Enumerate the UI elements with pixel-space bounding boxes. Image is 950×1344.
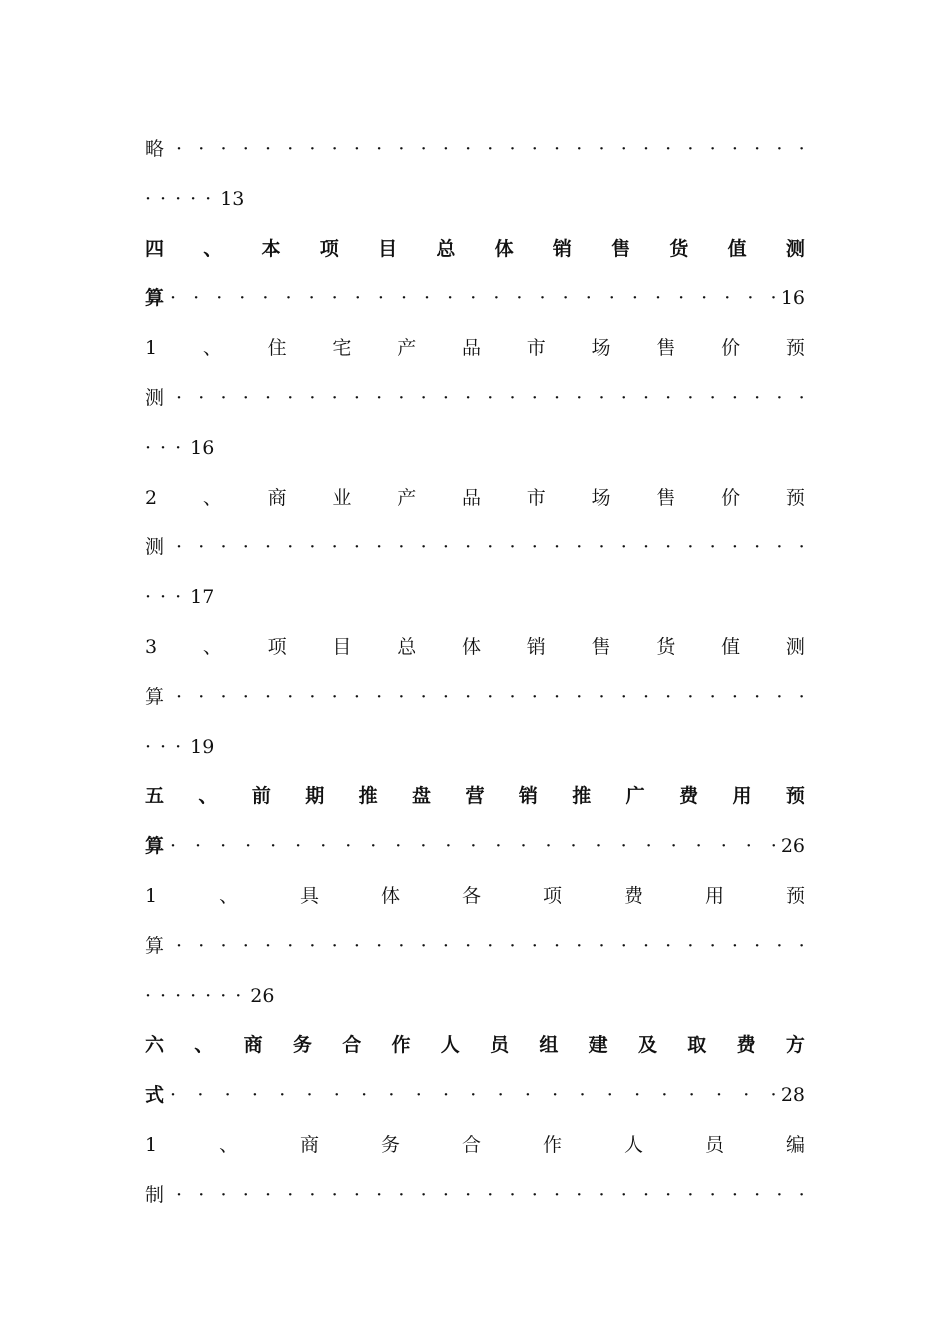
toc-char: 方 [785,1034,805,1056]
leader-dots: ··· [145,736,191,758]
leader-dots: · · · · · · · · · · · · · · · · · · · · · · · · · · · · · [176,138,805,160]
toc-char: 、 [194,1034,214,1056]
toc-char: 品 [461,337,481,359]
toc-char: 住 [267,337,287,359]
toc-char: 目 [378,238,398,260]
toc-char: 、 [219,885,239,907]
toc-char: 用 [704,885,724,907]
toc-char: 货 [656,636,676,658]
toc-char: 本 [261,238,281,260]
leader-dots: · · · · · · · · · · · · · · · · · · · · · · · · · · · · · [176,387,805,409]
toc-entry-leader [145,831,805,861]
toc-char: 市 [526,337,546,359]
toc-entry-tail-char: 式 [145,1084,165,1106]
toc-entry-leader [145,1180,805,1210]
leader-dots: ··· [145,586,191,608]
toc-char: 合 [462,1134,482,1156]
toc-char: 费 [679,785,699,807]
toc-char: 、 [202,337,222,359]
toc-entry-page-line [145,184,805,214]
toc-char: 组 [539,1034,559,1056]
toc-char: 3 [145,636,158,658]
toc-entry-title [145,632,805,662]
toc-char: 预 [785,885,805,907]
toc-char: 预 [785,337,805,359]
toc-char: 目 [332,636,352,658]
leader-dots: · · · · · · · · · · · · · · · · · · · · · · · · · · · [170,287,777,309]
toc-entry-tail-char: 测 [145,387,165,409]
toc-char: 1 [145,885,158,907]
toc-char: 价 [721,337,741,359]
toc-char: 宅 [332,337,352,359]
toc-char: 合 [342,1034,362,1056]
toc-char: 2 [145,487,158,509]
toc-entry-leader [145,134,805,164]
toc-entry-tail-char: 测 [145,536,165,558]
toc-entry-leader [145,1080,805,1110]
page-number: 19 [190,736,215,758]
toc-char: 员 [490,1034,510,1056]
toc-char: 1 [145,337,158,359]
page-number: 26 [780,835,805,857]
toc-char: 用 [732,785,752,807]
toc-entry-tail-char: 制 [145,1184,165,1206]
leader-dots: ······· [145,985,251,1007]
toc-entry-tail-char: 略 [145,138,165,160]
toc-char: 场 [591,487,611,509]
toc-char: 作 [391,1034,411,1056]
page-number: 17 [190,586,215,608]
toc-char: 务 [292,1034,312,1056]
toc-entry-leader [145,383,805,413]
toc-char: 体 [381,885,401,907]
toc-entry-title [145,781,805,811]
toc-char: 及 [637,1034,657,1056]
toc-char: 人 [623,1134,643,1156]
toc-char: 销 [518,785,538,807]
toc-char: 广 [625,785,645,807]
leader-dots: ····· [145,188,221,210]
toc-char: 务 [381,1134,401,1156]
toc-char: 项 [543,885,563,907]
toc-char: 作 [543,1134,563,1156]
toc-entry-tail-char: 算 [145,935,165,957]
toc-char: 货 [669,238,689,260]
toc-char: 推 [358,785,378,807]
leader-dots: · · · · · · · · · · · · · · · · · · · · · · · [170,1084,777,1106]
toc-entry-title [145,881,805,911]
toc-entry-leader [145,283,805,313]
toc-entry-leader [145,682,805,712]
page-number: 16 [780,287,805,309]
toc-char: 、 [203,238,223,260]
toc-char: 场 [591,337,611,359]
toc-char: 产 [397,337,417,359]
toc-char: 各 [462,885,482,907]
toc-char: 售 [656,337,676,359]
toc-char: 业 [332,487,352,509]
toc-char: 前 [251,785,271,807]
toc-entry-page-line [145,433,805,463]
toc-entry-title [145,234,805,264]
toc-entry-page-line [145,582,805,612]
toc-char: 产 [397,487,417,509]
toc-char: 推 [572,785,592,807]
toc-char: 五 [145,785,165,807]
toc-char: 、 [202,636,222,658]
toc-entry-title [145,333,805,363]
toc-char: 测 [785,636,805,658]
toc-char: 、 [202,487,222,509]
toc-char: 总 [397,636,417,658]
toc-entry-leader [145,532,805,562]
toc-char: 市 [526,487,546,509]
leader-dots: · · · · · · · · · · · · · · · · · · · · · · · · · · · · · [176,1184,805,1206]
toc-char: 销 [526,636,546,658]
leader-dots: ··· [145,437,191,459]
toc-char: 总 [436,238,456,260]
toc-entry-page-line [145,732,805,762]
leader-dots: · · · · · · · · · · · · · · · · · · · · · · · · · · · · · [176,536,805,558]
toc-entry-page-line [145,981,805,1011]
toc-char: 六 [145,1034,165,1056]
toc-char: 商 [267,487,287,509]
toc-char: 预 [785,785,805,807]
leader-dots: · · · · · · · · · · · · · · · · · · · · · · · · · [170,835,777,857]
toc-char: 编 [785,1134,805,1156]
toc-char: 费 [623,885,643,907]
toc-entry-tail-char: 算 [145,287,165,309]
toc-char: 价 [721,487,741,509]
toc-char: 费 [736,1034,756,1056]
toc-char: 商 [300,1134,320,1156]
toc-char: 取 [687,1034,707,1056]
toc-char: 值 [721,636,741,658]
toc-char: 商 [243,1034,263,1056]
toc-char: 人 [440,1034,460,1056]
toc-char: 员 [704,1134,724,1156]
toc-char: 售 [611,238,631,260]
toc-entry-tail-char: 算 [145,835,165,857]
toc-entry-leader [145,931,805,961]
toc-char: 售 [656,487,676,509]
toc-char: 项 [267,636,287,658]
toc-char: 项 [319,238,339,260]
toc-entry-title [145,483,805,513]
toc-char: 售 [591,636,611,658]
toc-char: 期 [305,785,325,807]
toc-char: 建 [588,1034,608,1056]
page-number: 13 [220,188,245,210]
leader-dots: · · · · · · · · · · · · · · · · · · · · · · · · · · · · · [176,686,805,708]
toc-char: 值 [727,238,747,260]
toc-char: 盘 [412,785,432,807]
toc-char: 具 [300,885,320,907]
toc-char: 1 [145,1134,158,1156]
toc-char: 品 [461,487,481,509]
page-number: 16 [190,437,215,459]
toc-char: 预 [785,487,805,509]
toc-char: 、 [219,1134,239,1156]
toc-char: 、 [198,785,218,807]
toc-char: 四 [145,238,165,260]
toc-entry-tail-char: 算 [145,686,165,708]
toc-char: 测 [785,238,805,260]
page-number: 28 [780,1084,805,1106]
toc-char: 体 [461,636,481,658]
toc-char: 营 [465,785,485,807]
toc-entry-title [145,1030,805,1060]
leader-dots: · · · · · · · · · · · · · · · · · · · · · · · · · · · · · [176,935,805,957]
toc-char: 体 [494,238,514,260]
toc-entry-title [145,1130,805,1160]
page-number: 26 [250,985,275,1007]
toc-char: 销 [552,238,572,260]
